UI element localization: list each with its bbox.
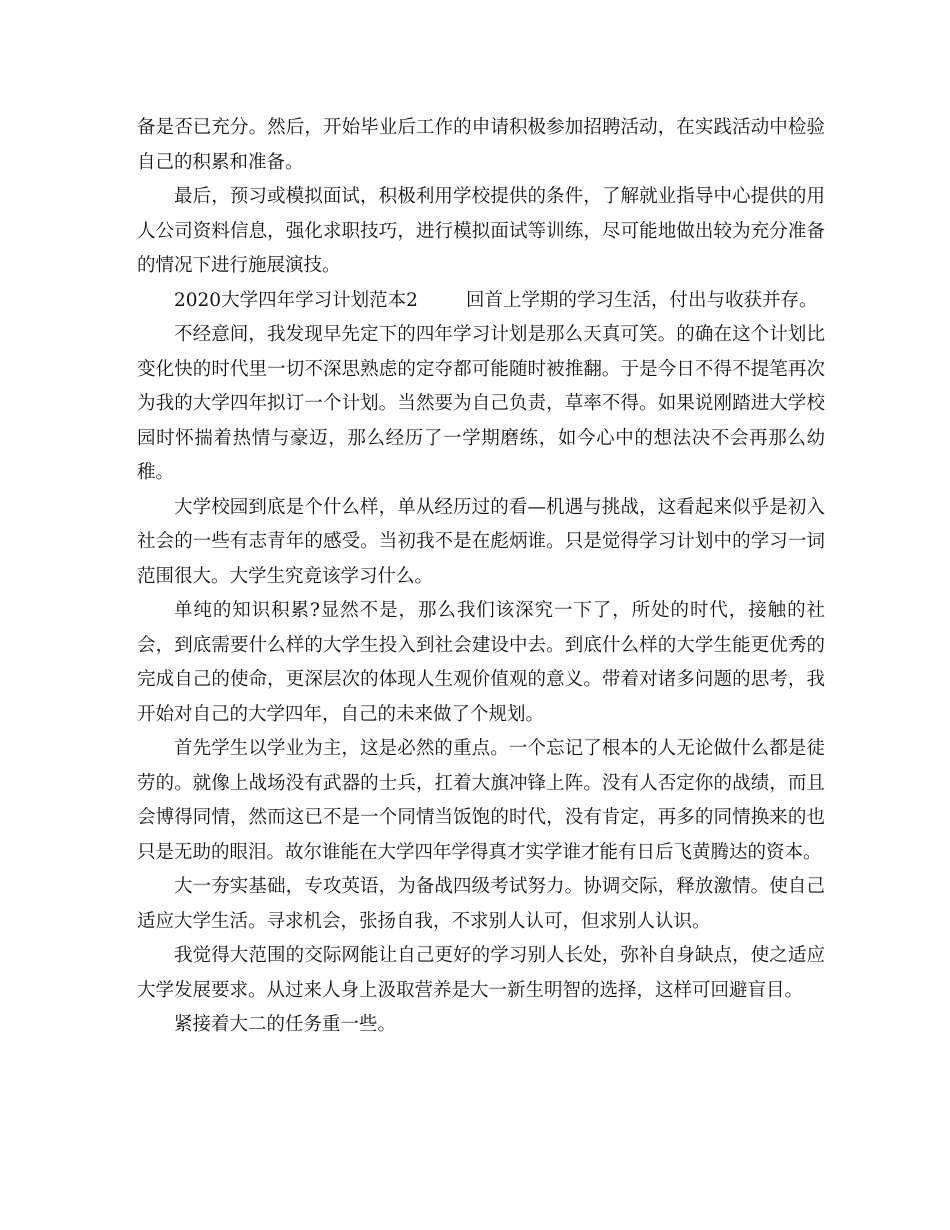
paragraph-7: 首先学生以学业为主，这是必然的重点。一个忘记了根本的人无论做什么都是徒劳的。就像上战场没有武器的士兵，扛着大旗冲锋上阵。没有人否定你的战绩，而且会博得同情，然而这已不是一个同情当饭饱的时代，没有肯定，再多的同情换来的也只是无助的眼泪。故尔谁能在大学四年学得真才实学谁才能有日后飞黄腾达的资本。 [137,738,825,863]
paragraph-4: 不经意间，我发现早先定下的四年学习计划是那么天真可笑。的确在这个计划比变化快的时代里一切不深思熟虑的定夺都可能随时被推翻。于是今日不得不提笔再次为我的大学四年拟订一个计划。当然要为自己负责，草率不得。如果说刚踏进大学校园时怀揣着热情与豪迈，那么经历了一学期磨练，如今心中的想法决不会再那么幼稚。 [137,324,825,483]
paragraph-5: 大学校园到底是个什么样，单从经历过的看—机遇与挑战，这看起来似乎是初入社会的一些有志青年的感受。当初我不是在彪炳谁。只是觉得学习计划中的学习一词范围很大。大学生究竟该学习什么。 [137,496,825,587]
document-body [137,111,825,1043]
paragraph-10: 紧接着大二的任务重一些。 [174,1014,397,1035]
paragraph-8: 大一夯实基础，专攻英语，为备战四级考试努力。协调交际，释放激情。使自己适应大学生活。寻求机会，张扬自我，不求别人认可，但求别人认识。 [137,876,825,932]
paragraph-2: 最后，预习或模拟面试，积极利用学校提供的条件，了解就业指导中心提供的用人公司资料信息，强化求职技巧，进行模拟面试等训练，尽可能地做出较为充分准备的情况下进行施展演技。 [137,186,825,276]
paragraph-9: 我觉得大范围的交际网能让自己更好的学习别人长处，弥补自身缺点，使之适应大学发展要求。从过来人身上汲取营养是大一新生明智的选择，这样可回避盲目。 [137,945,825,1001]
paragraph-3-text: 回首上学期的学习生活，付出与收获并存。 [465,289,818,311]
paragraph-3 [137,284,825,319]
paragraph-6: 单纯的知识积累?显然不是，那么我们该深究一下了，所处的时代，接触的社会，到底需要什么样的大学生投入到社会建设中去。到底什么样的大学生能更优秀的完成自己的使命，更深层次的体现人生观价值观的意义。带着对诸多问题的思考，我开始对自己的大学四年，自己的未来做了个规划。 [137,600,825,725]
paragraph-1: 备是否已充分。然后，开始毕业后工作的申请积极参加招聘活动，在实践活动中检验自己的积累和准备。 [137,117,825,173]
section-heading: 2020大学四年学习计划范本2 [174,289,418,311]
